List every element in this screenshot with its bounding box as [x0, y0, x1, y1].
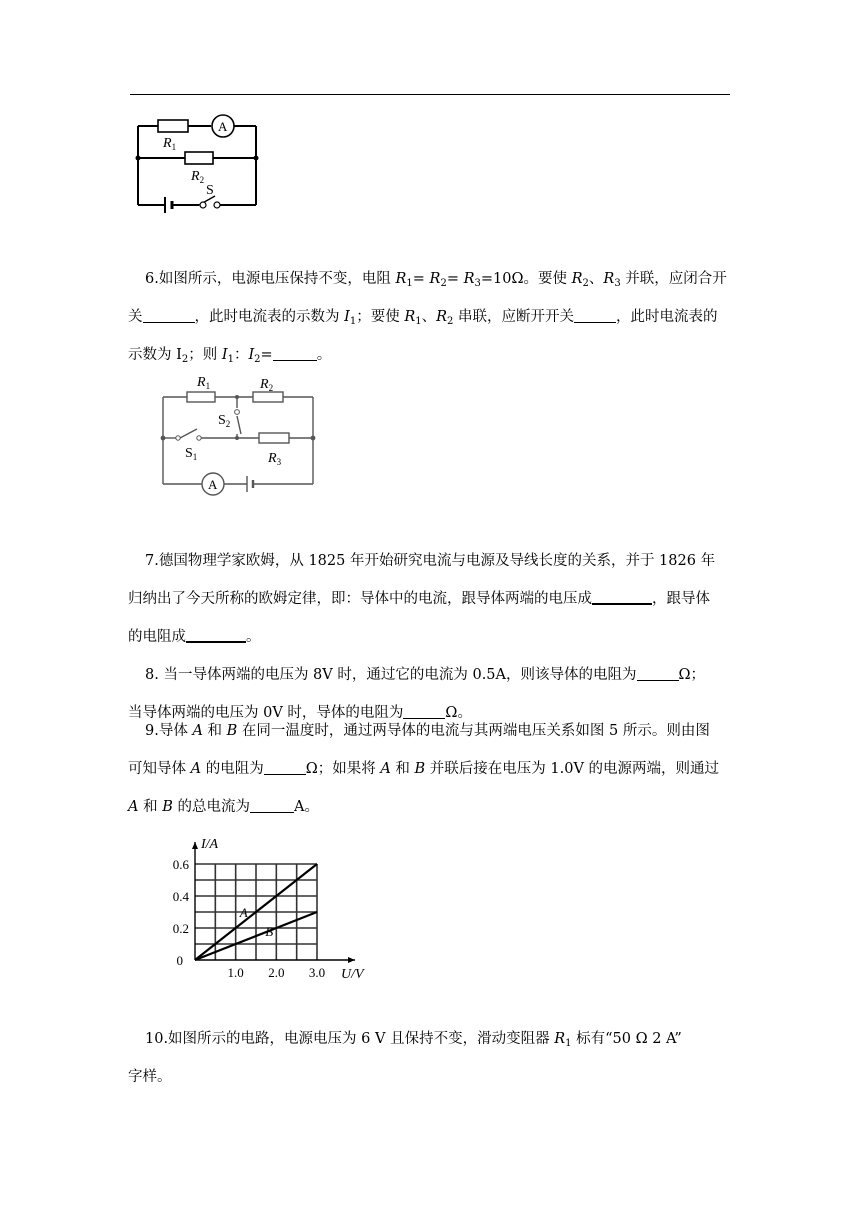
- origin-label: 0: [176, 953, 183, 968]
- series-label-A: A: [239, 904, 248, 920]
- y-axis-arrow: [192, 842, 198, 849]
- r3-label: $R_3$: [268, 451, 282, 467]
- circuit-figure-2: [155, 372, 320, 497]
- question-7: [128, 542, 735, 656]
- q9-line-1: 9.导体 A 和 B 在同一温度时，通过两导体的电流与其两端电压关系如图 5 所示。则由图: [145, 723, 710, 739]
- q7-line-3: 的电阻成 。: [128, 618, 735, 656]
- question-6: [128, 260, 735, 374]
- x-axis-label: U/V: [341, 967, 364, 982]
- q7-line-1: 7.德国物理学家欧姆，从 1825 年开始研究电流与电源及导线长度的关系，并于 1826 年: [145, 553, 716, 569]
- header-rule: [130, 94, 730, 95]
- series-label-B: B: [265, 924, 274, 939]
- q8-line-1: 8. 当一导体两端的电压为 8V 时，通过它的电流为 0.5A，则该导体的电阻为 Ω；: [145, 667, 706, 683]
- q9-line-2: 可知导体 A 的电阻为 Ω；如果将 A 和 B 并联后接在电压为 1.0V 的电源两端，则通过: [128, 761, 720, 777]
- blank-q6-switch-close[interactable]: [143, 308, 195, 324]
- ammeter-label: A: [208, 477, 218, 492]
- r2-label: $R_2$: [260, 377, 274, 393]
- y-tick-label: 0.2: [172, 921, 189, 936]
- question-10: [128, 1020, 735, 1096]
- y-axis-label: I/A: [201, 837, 219, 852]
- blank-q8-resistance-1[interactable]: [637, 666, 679, 682]
- switch-label: S: [206, 183, 214, 198]
- s1-label: $S_1$: [185, 446, 198, 462]
- y-tick-label: 0.6: [172, 857, 189, 872]
- s2-label: $S_2$: [218, 413, 231, 429]
- x-tick-label: 3.0: [308, 965, 326, 980]
- q10-line-1: 10.如图所示的电路，电源电压为 6 V 且保持不变，滑动变阻器 $R_1$ 标有“50 Ω 2 A”: [145, 1031, 682, 1049]
- current-voltage-chart: [165, 828, 380, 983]
- ammeter-label: A: [218, 119, 228, 134]
- question-9: [128, 712, 735, 826]
- blank-q9-current[interactable]: [250, 798, 294, 814]
- r1-label: $R_1$: [197, 375, 211, 391]
- y-tick-label: 0.4: [172, 889, 189, 904]
- blank-q9-resistance[interactable]: [264, 760, 306, 776]
- x-tick-label: 2.0: [268, 965, 285, 980]
- q9-line-3: A 和 B 的总电流为 A。: [128, 799, 319, 815]
- q6-line-2: 关 ，此时电流表的示数为 $I_1$；要使 $R_1$、$R_2$ 串联，应断开开关 ，此时电流表的: [128, 309, 718, 327]
- q7-line-2: 归纳出了今天所称的欧姆定律，即：导体中的电流，跟导体两端的电压成 ，跟导体: [128, 580, 735, 618]
- r2-label: $R_2$: [191, 169, 205, 185]
- q6-line-1: 6.如图所示，电源电压保持不变，电阻 $R_1= R_2= R_3=10\Omega$。要使 $R_2$、$R_3$ 并联，应闭合开: [145, 271, 727, 289]
- blank-q6-ratio[interactable]: [273, 346, 317, 362]
- q8-line-2: 当导体两端的电压为 0V 时，导体的电阻为 Ω。: [128, 705, 472, 721]
- circuit-figure-1: [135, 108, 260, 218]
- x-tick-label: 1.0: [227, 965, 244, 980]
- blank-q7-voltage[interactable]: [592, 589, 652, 606]
- q6-line-3: 示数为 $I_2$；则 $I_1$：$I_2=$ 。: [128, 347, 332, 365]
- blank-q7-resistance[interactable]: [186, 627, 246, 644]
- q10-line-2: 字样。: [128, 1069, 172, 1085]
- blank-q6-switch-open[interactable]: [574, 308, 616, 324]
- x-axis-arrow: [348, 957, 355, 963]
- r1-label: $R_1$: [163, 136, 177, 152]
